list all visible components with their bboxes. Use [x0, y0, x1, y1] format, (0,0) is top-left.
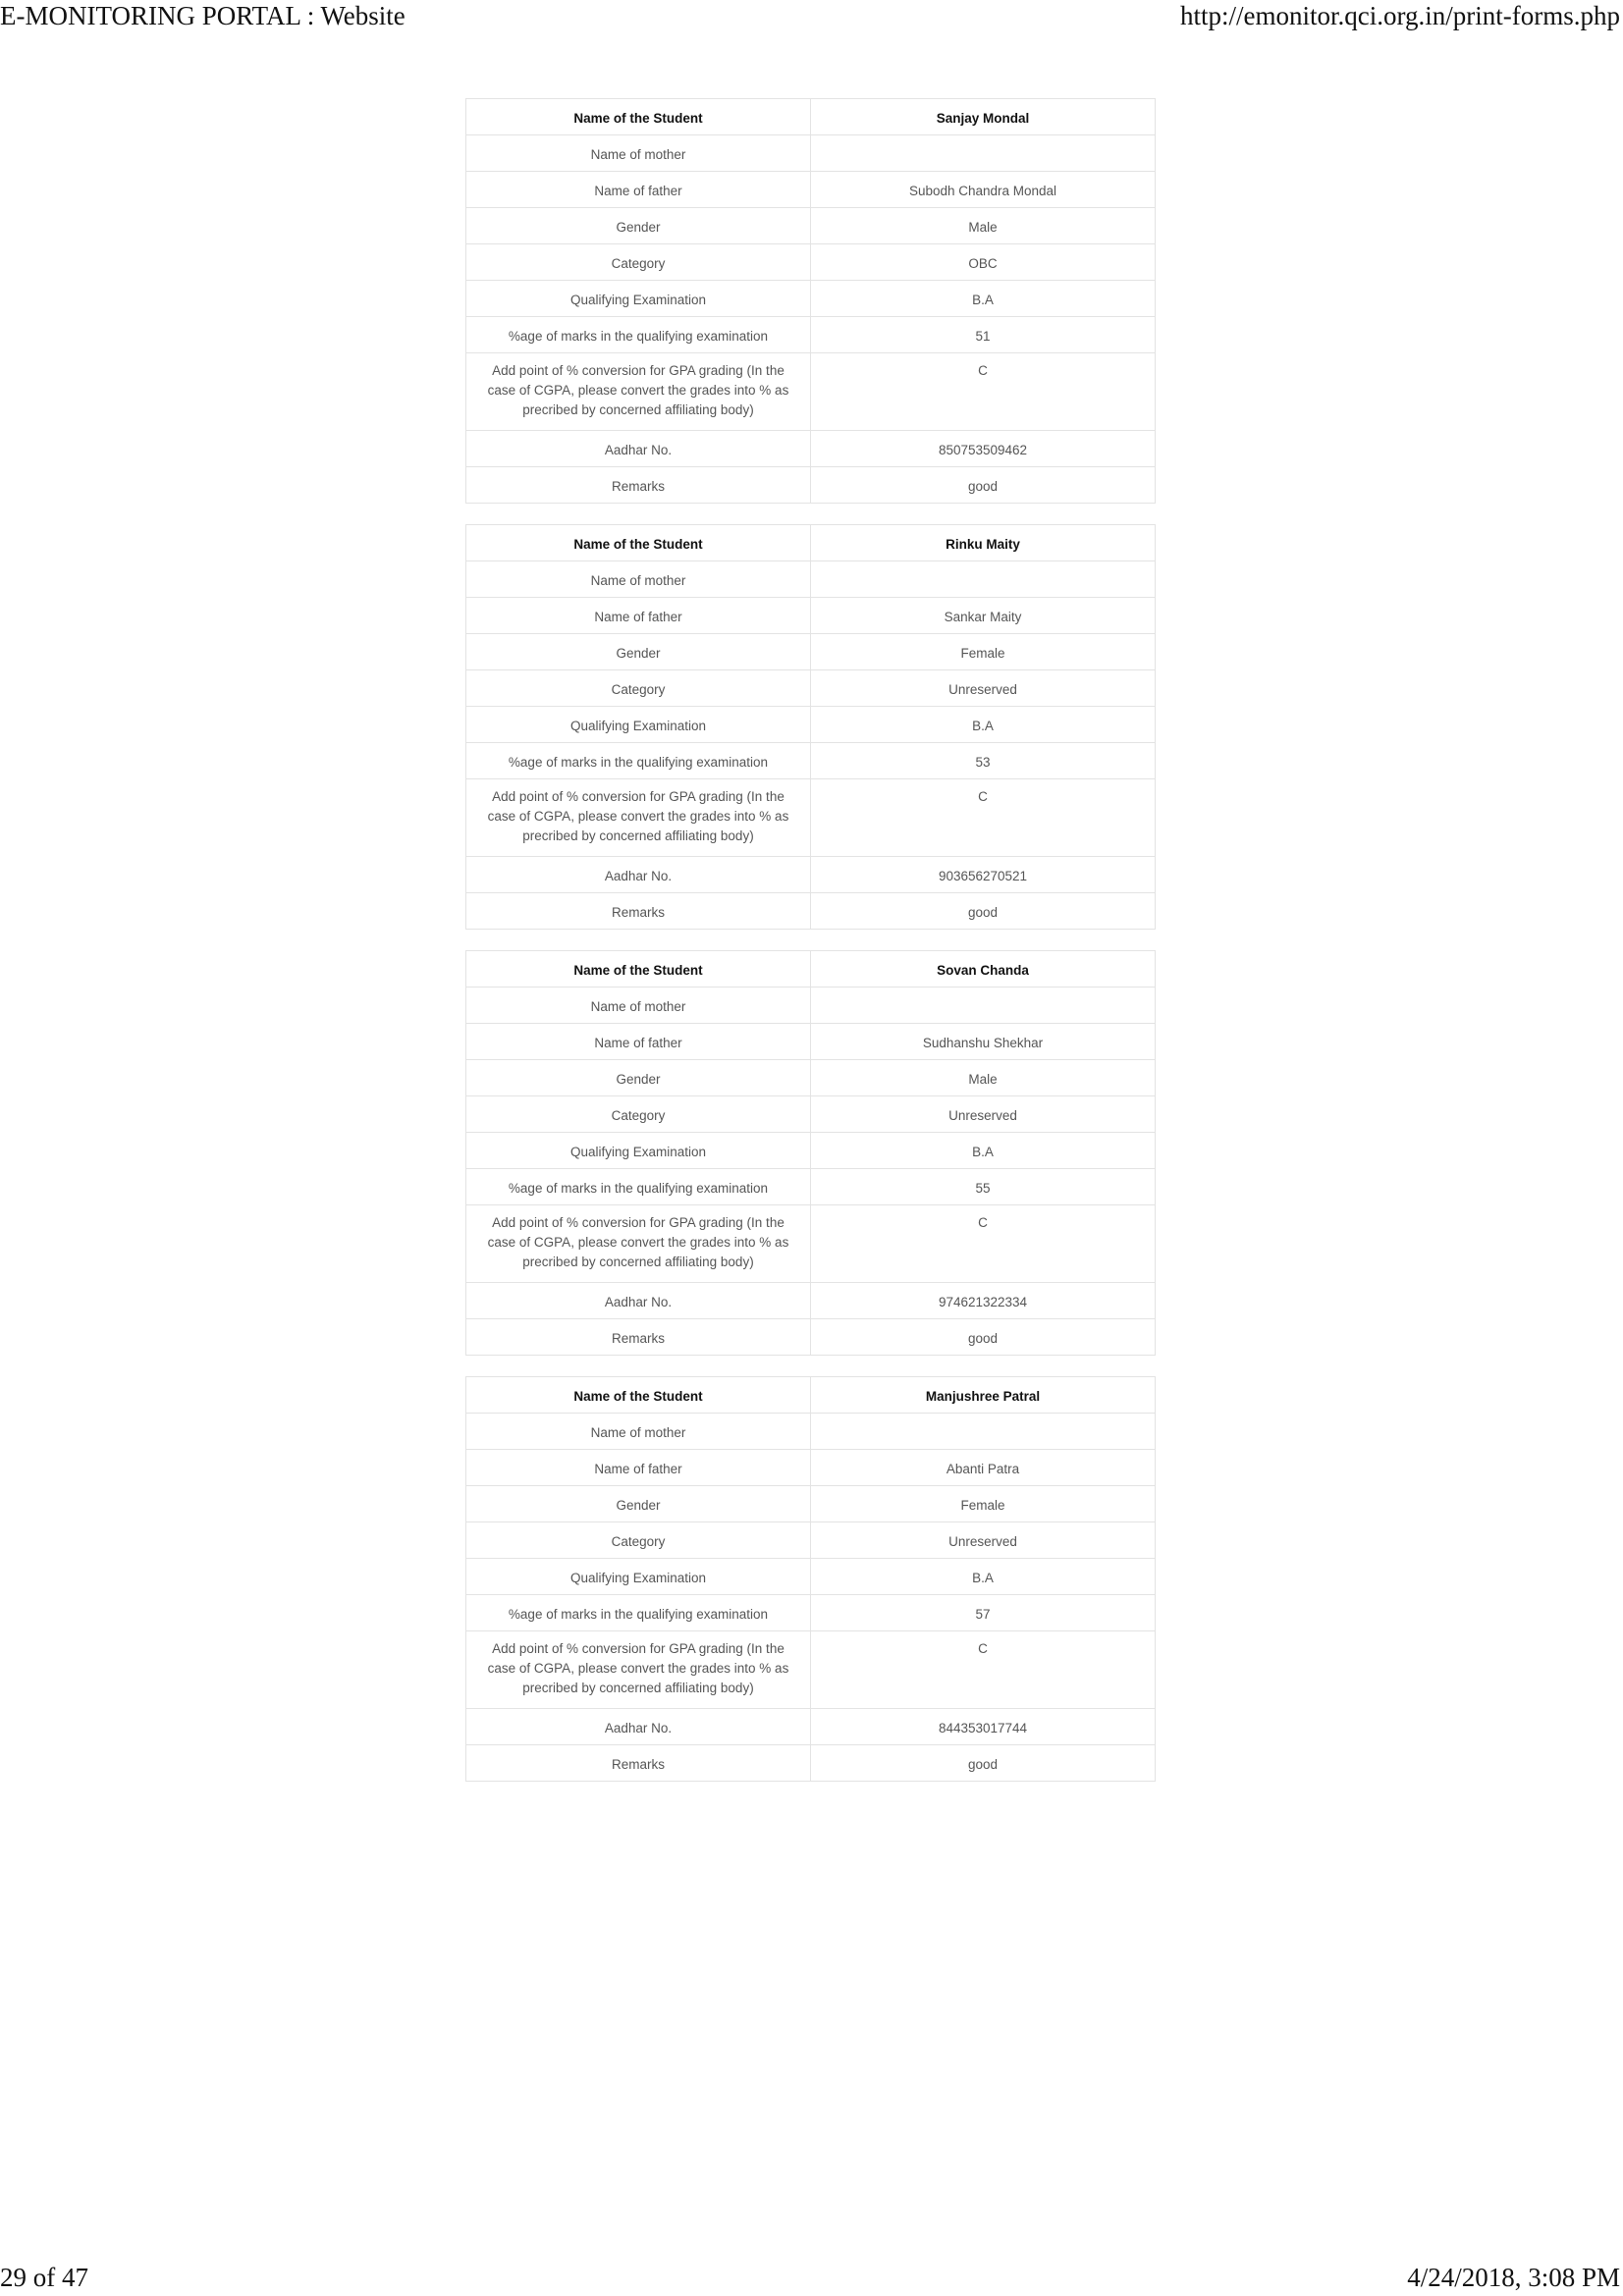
value-remarks: good — [811, 1745, 1156, 1782]
label-student: Name of the Student — [466, 99, 811, 135]
label-mother: Name of mother — [466, 135, 811, 172]
label-remarks: Remarks — [466, 1319, 811, 1356]
table-row-aadhar — [466, 431, 1156, 467]
label-mother: Name of mother — [466, 561, 811, 598]
table-row-marks — [466, 743, 1156, 779]
value-exam: B.A — [811, 1559, 1156, 1595]
table-row-marks — [466, 1595, 1156, 1631]
label-remarks: Remarks — [466, 893, 811, 930]
label-aadhar: Aadhar No. — [466, 431, 811, 467]
label-student: Name of the Student — [466, 1377, 811, 1414]
value-mother — [811, 1414, 1156, 1450]
value-aadhar: 974621322334 — [811, 1283, 1156, 1319]
value-aadhar: 903656270521 — [811, 857, 1156, 893]
label-father: Name of father — [466, 1450, 811, 1486]
label-marks: %age of marks in the qualifying examination — [466, 1169, 811, 1205]
value-father: Subodh Chandra Mondal — [811, 172, 1156, 208]
label-father: Name of father — [466, 1024, 811, 1060]
value-marks: 55 — [811, 1169, 1156, 1205]
value-category: Unreserved — [811, 670, 1156, 707]
student-table — [465, 98, 1156, 504]
label-gpa: Add point of % conversion for GPA grading (In the case of CGPA, please convert the grades into % as precribed by concerned affiliating body) — [466, 353, 811, 431]
value-gender: Male — [811, 1060, 1156, 1096]
label-exam: Qualifying Examination — [466, 1133, 811, 1169]
value-category: OBC — [811, 244, 1156, 281]
label-father: Name of father — [466, 598, 811, 634]
value-marks: 53 — [811, 743, 1156, 779]
label-exam: Qualifying Examination — [466, 707, 811, 743]
label-category: Category — [466, 1096, 811, 1133]
label-remarks: Remarks — [466, 1745, 811, 1782]
table-row-student-name — [466, 525, 1156, 561]
table-row-remarks — [466, 893, 1156, 930]
label-marks: %age of marks in the qualifying examination — [466, 743, 811, 779]
value-gpa: C — [811, 353, 1156, 431]
table-row-gpa — [466, 353, 1156, 431]
value-mother — [811, 135, 1156, 172]
value-gender: Male — [811, 208, 1156, 244]
label-exam: Qualifying Examination — [466, 1559, 811, 1595]
label-student: Name of the Student — [466, 525, 811, 561]
value-gender: Female — [811, 1486, 1156, 1522]
table-row-category — [466, 670, 1156, 707]
table-row-student-name — [466, 951, 1156, 988]
value-student-name: Manjushree Patral — [811, 1377, 1156, 1414]
table-row-gender — [466, 208, 1156, 244]
value-marks: 51 — [811, 317, 1156, 353]
value-student-name: Rinku Maity — [811, 525, 1156, 561]
student-table — [465, 1376, 1156, 1782]
label-gender: Gender — [466, 208, 811, 244]
table-row-exam — [466, 1133, 1156, 1169]
table-row-remarks — [466, 467, 1156, 504]
value-gpa: C — [811, 1631, 1156, 1709]
table-row-category — [466, 244, 1156, 281]
table-row-mother — [466, 1414, 1156, 1450]
value-gpa: C — [811, 1205, 1156, 1283]
table-row-exam — [466, 281, 1156, 317]
label-aadhar: Aadhar No. — [466, 1283, 811, 1319]
table-row-marks — [466, 1169, 1156, 1205]
label-category: Category — [466, 244, 811, 281]
value-mother — [811, 988, 1156, 1024]
table-row-category — [466, 1522, 1156, 1559]
page-header-title: E-MONITORING PORTAL : Website — [0, 1, 406, 30]
label-gender: Gender — [466, 1486, 811, 1522]
value-exam: B.A — [811, 707, 1156, 743]
page-footer-page-number: 29 of 47 — [0, 2263, 88, 2292]
student-table — [465, 950, 1156, 1356]
label-mother: Name of mother — [466, 988, 811, 1024]
table-row-aadhar — [466, 1283, 1156, 1319]
student-tables — [465, 98, 1155, 1802]
label-student: Name of the Student — [466, 951, 811, 988]
table-row-father — [466, 1450, 1156, 1486]
value-mother — [811, 561, 1156, 598]
table-row-mother — [466, 561, 1156, 598]
label-gpa: Add point of % conversion for GPA grading (In the case of CGPA, please convert the grades into % as precribed by concerned affiliating body) — [466, 1205, 811, 1283]
label-remarks: Remarks — [466, 467, 811, 504]
label-exam: Qualifying Examination — [466, 281, 811, 317]
value-father: Abanti Patra — [811, 1450, 1156, 1486]
table-row-gpa — [466, 1205, 1156, 1283]
value-father: Sudhanshu Shekhar — [811, 1024, 1156, 1060]
table-row-exam — [466, 1559, 1156, 1595]
student-table — [465, 524, 1156, 930]
table-row-exam — [466, 707, 1156, 743]
label-father: Name of father — [466, 172, 811, 208]
label-category: Category — [466, 1522, 811, 1559]
label-category: Category — [466, 670, 811, 707]
label-marks: %age of marks in the qualifying examination — [466, 317, 811, 353]
label-marks: %age of marks in the qualifying examination — [466, 1595, 811, 1631]
table-row-marks — [466, 317, 1156, 353]
label-mother: Name of mother — [466, 1414, 811, 1450]
page-header-url[interactable]: http://emonitor.qci.org.in/print-forms.php — [1180, 1, 1620, 30]
table-row-student-name — [466, 99, 1156, 135]
table-row-gender — [466, 1060, 1156, 1096]
table-row-gender — [466, 634, 1156, 670]
value-remarks: good — [811, 467, 1156, 504]
value-exam: B.A — [811, 1133, 1156, 1169]
value-category: Unreserved — [811, 1522, 1156, 1559]
value-category: Unreserved — [811, 1096, 1156, 1133]
table-row-aadhar — [466, 857, 1156, 893]
table-row-mother — [466, 135, 1156, 172]
value-student-name: Sovan Chanda — [811, 951, 1156, 988]
page-footer-datetime: 4/24/2018, 3:08 PM — [1407, 2263, 1620, 2292]
value-remarks: good — [811, 1319, 1156, 1356]
table-row-remarks — [466, 1745, 1156, 1782]
label-aadhar: Aadhar No. — [466, 1709, 811, 1745]
value-aadhar: 850753509462 — [811, 431, 1156, 467]
value-marks: 57 — [811, 1595, 1156, 1631]
value-exam: B.A — [811, 281, 1156, 317]
label-aadhar: Aadhar No. — [466, 857, 811, 893]
value-gender: Female — [811, 634, 1156, 670]
label-gpa: Add point of % conversion for GPA grading (In the case of CGPA, please convert the grades into % as precribed by concerned affiliating body) — [466, 1631, 811, 1709]
table-row-mother — [466, 988, 1156, 1024]
table-row-father — [466, 598, 1156, 634]
table-row-gender — [466, 1486, 1156, 1522]
label-gpa: Add point of % conversion for GPA grading (In the case of CGPA, please convert the grades into % as precribed by concerned affiliating body) — [466, 779, 811, 857]
table-row-remarks — [466, 1319, 1156, 1356]
label-gender: Gender — [466, 634, 811, 670]
table-row-father — [466, 1024, 1156, 1060]
table-row-gpa — [466, 1631, 1156, 1709]
value-remarks: good — [811, 893, 1156, 930]
label-gender: Gender — [466, 1060, 811, 1096]
value-aadhar: 844353017744 — [811, 1709, 1156, 1745]
value-gpa: C — [811, 779, 1156, 857]
table-row-aadhar — [466, 1709, 1156, 1745]
table-row-gpa — [466, 779, 1156, 857]
value-father: Sankar Maity — [811, 598, 1156, 634]
table-row-student-name — [466, 1377, 1156, 1414]
value-student-name: Sanjay Mondal — [811, 99, 1156, 135]
table-row-father — [466, 172, 1156, 208]
table-row-category — [466, 1096, 1156, 1133]
